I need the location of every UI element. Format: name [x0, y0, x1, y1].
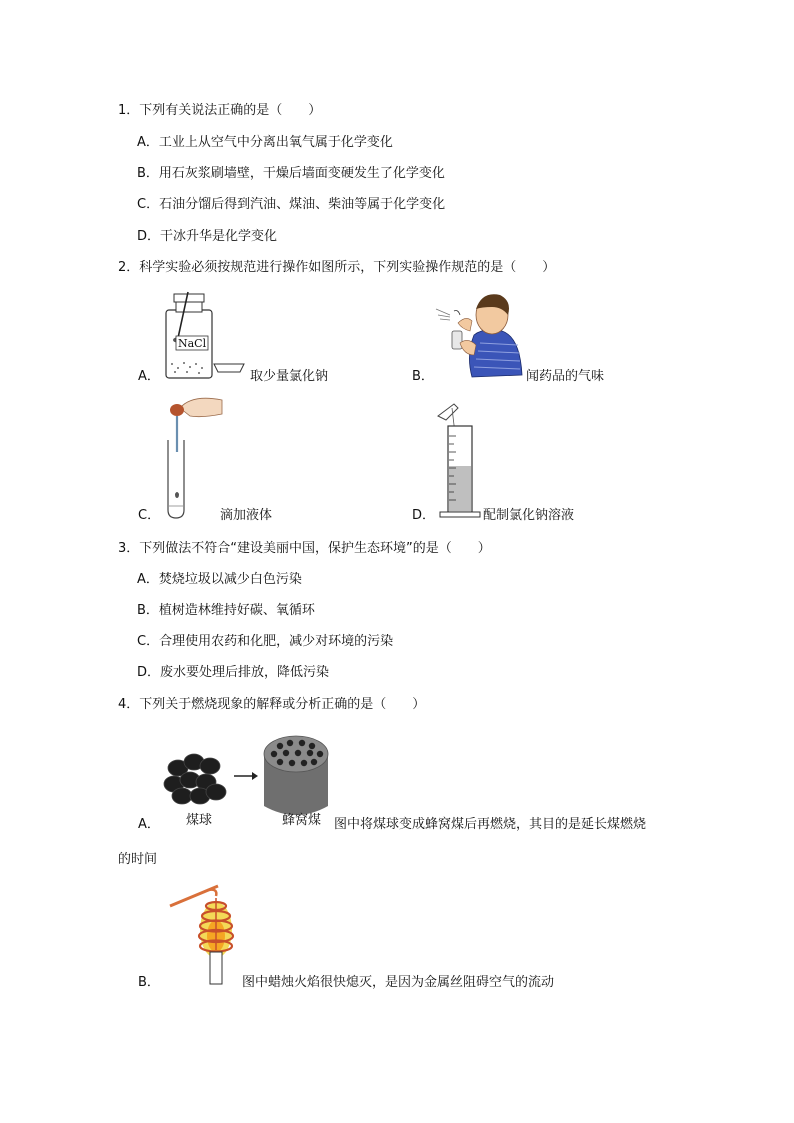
question-1-option-c: C．石油分馏后得到汽油、煤油、柴油等属于化学变化 — [137, 197, 446, 212]
candle-coil-figure — [160, 880, 240, 988]
question-4-option-a-text-continued: 的时间 — [118, 852, 158, 867]
question-4-stem: 4．下列关于燃烧现象的解释或分析正确的是（ ） — [118, 697, 426, 712]
question-1-option-b: B．用石灰浆刷墙壁，干燥后墙面变硬发生了化学变化 — [137, 166, 445, 181]
question-3-option-c: C．合理使用农药和化肥，减少对环境的污染 — [137, 634, 394, 649]
question-2-stem: 2．科学实验必须按规范进行操作如图所示，下列实验操作规范的是（ ） — [118, 260, 556, 275]
question-1-option-d: D．干冰升华是化学变化 — [137, 229, 278, 244]
graduated-cylinder-figure — [436, 402, 484, 520]
honeycomb-briquette-label: 蜂窝煤 — [282, 813, 322, 828]
question-1-stem: 1．下列有关说法正确的是（ ） — [118, 103, 322, 118]
question-2-option-b-letter: B． — [412, 369, 434, 384]
question-2-option-c-caption: 滴加液体 — [220, 508, 273, 523]
nacl-bottle-label: NaCl — [178, 337, 207, 350]
question-4-option-a-letter: A． — [138, 817, 160, 832]
coal-ball-label: 煤球 — [186, 813, 213, 828]
question-2-option-a-letter: A． — [138, 369, 160, 384]
question-2-option-c-letter: C． — [138, 508, 161, 523]
dropper-test-tube-figure — [162, 394, 224, 520]
question-2-option-d-letter: D． — [412, 508, 436, 523]
question-1-option-a: A．工业上从空气中分离出氧气属于化学变化 — [137, 135, 393, 150]
coal-to-briquette-figure — [160, 732, 332, 822]
question-3-option-d: D．废水要处理后排放，降低污染 — [137, 665, 330, 680]
question-2-option-b-caption: 闻药品的气味 — [526, 369, 605, 384]
question-3-option-b: B．植树造林维持好碳、氧循环 — [137, 603, 315, 618]
question-4-option-b-text: 图中蜡烛火焰很快熄灭，是因为金属丝阻碍空气的流动 — [242, 975, 555, 990]
question-2-option-a-caption: 取少量氯化钠 — [250, 369, 329, 384]
smell-chemical-figure — [432, 285, 524, 379]
question-4-option-a-text: 图中将煤球变成蜂窝煤后再燃烧，其目的是延长煤燃烧 — [334, 817, 647, 832]
question-3-stem: 3．下列做法不符合“建设美丽中国，保护生态环境”的是（ ） — [118, 541, 491, 556]
question-2-option-d-caption: 配制氯化钠溶液 — [483, 508, 575, 523]
question-4-option-b-letter: B． — [138, 975, 160, 990]
reagent-bottle-figure — [158, 290, 248, 386]
question-3-option-a: A．焚烧垃圾以减少白色污染 — [137, 572, 302, 587]
